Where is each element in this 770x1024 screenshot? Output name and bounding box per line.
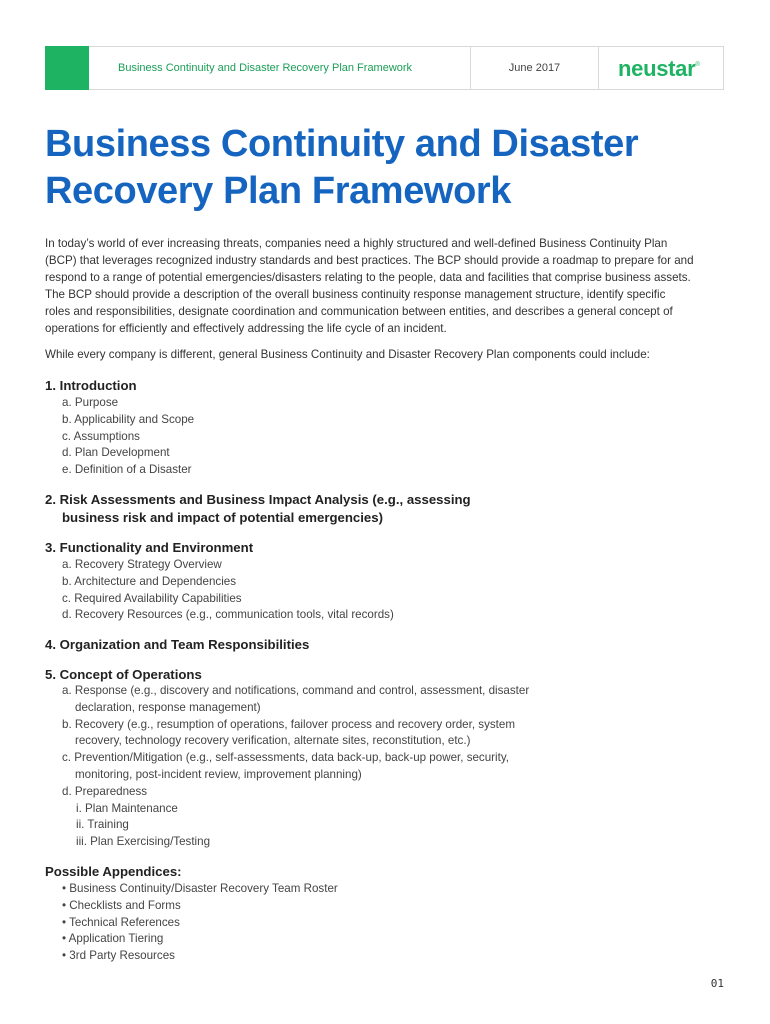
list-item: d. Plan Development bbox=[62, 446, 170, 460]
registered-mark: ® bbox=[695, 62, 700, 68]
section-functionality-list bbox=[62, 557, 662, 624]
header-divider bbox=[598, 47, 599, 89]
section-organization-heading: 4. Organization and Team Responsibilities bbox=[45, 637, 310, 652]
header-title: Business Continuity and Disaster Recovery Plan Framework bbox=[118, 62, 413, 74]
list-item: c. Prevention/Mitigation (e.g., self-assessments, data back-up, back-up power, security, bbox=[62, 751, 509, 765]
intro-paragraph bbox=[45, 235, 735, 337]
section-introduction-heading: 1. Introduction bbox=[45, 378, 137, 393]
list-item: d. Recovery Resources (e.g., communication tools, vital records) bbox=[62, 608, 394, 622]
intro-line: roles and responsibilities, designate coordination and communication between entities, and describes a general concept of bbox=[45, 305, 673, 318]
lead-paragraph: While every company is different, general Business Continuity and Disaster Recovery Plan components could include: bbox=[45, 348, 650, 361]
page-title bbox=[45, 121, 735, 215]
section-operations-heading: 5. Concept of Operations bbox=[45, 667, 202, 682]
heading-line: business risk and impact of potential emergencies) bbox=[62, 510, 383, 525]
section-risk-assessment-heading bbox=[45, 491, 645, 527]
section-operations-list bbox=[62, 683, 662, 851]
list-item: b. Applicability and Scope bbox=[62, 412, 195, 426]
list-item-continuation: monitoring, post-incident review, improvement planning) bbox=[75, 767, 362, 781]
intro-line: operations for efficiently and effectively addressing the life cycle of an incident. bbox=[45, 322, 447, 335]
list-item: • Application Tiering bbox=[62, 932, 164, 946]
list-item-continuation: recovery, technology recovery verification, alternate sites, reconstitution, etc.) bbox=[75, 734, 471, 748]
list-item: a. Purpose bbox=[62, 396, 119, 409]
section-functionality-heading: 3. Functionality and Environment bbox=[45, 540, 254, 555]
list-item: b. Recovery (e.g., resumption of operations, failover process and recovery order, system bbox=[62, 717, 516, 731]
list-item: • Technical References bbox=[62, 915, 180, 929]
list-item: e. Definition of a Disaster bbox=[62, 463, 192, 477]
neustar-logo bbox=[618, 47, 700, 89]
section-introduction-list bbox=[62, 395, 662, 479]
intro-line: The BCP should provide a description of the overall business continuity response management structure, identify specific bbox=[45, 288, 666, 301]
intro-line: In today’s world of ever increasing threats, companies need a highly structured and well-defined Business Continuity Plan bbox=[45, 237, 668, 250]
list-item: b. Architecture and Dependencies bbox=[62, 574, 237, 588]
heading-line: 2. Risk Assessments and Business Impact Analysis (e.g., assessing bbox=[45, 492, 471, 507]
list-item: • 3rd Party Resources bbox=[62, 949, 175, 963]
intro-line: respond to a range of potential emergencies/disasters relating to the people, data and facilities that comprise business assets. bbox=[45, 271, 691, 284]
document-header bbox=[45, 46, 724, 90]
appendices-list bbox=[62, 881, 662, 965]
appendices-heading: Possible Appendices: bbox=[45, 864, 182, 879]
logo-text: neustar bbox=[618, 56, 696, 81]
list-item-continuation: declaration, response management) bbox=[75, 700, 261, 714]
list-item: c. Required Availability Capabilities bbox=[62, 591, 242, 605]
list-item: • Checklists and Forms bbox=[62, 898, 181, 912]
sub-list-item: iii. Plan Exercising/Testing bbox=[76, 835, 211, 849]
list-item: a. Response (e.g., discovery and notifications, command and control, assessment, disaster bbox=[62, 684, 530, 697]
list-item: • Business Continuity/Disaster Recovery Team Roster bbox=[62, 882, 338, 895]
intro-line: (BCP) that leverages recognized industry standards and best practices. The BCP should provide a roadmap to prepare for and bbox=[45, 254, 694, 267]
list-item: c. Assumptions bbox=[62, 429, 140, 443]
header-date: June 2017 bbox=[508, 62, 561, 74]
list-item: a. Recovery Strategy Overview bbox=[62, 558, 222, 571]
sub-list-item: ii. Training bbox=[76, 818, 129, 832]
list-item: d. Preparedness bbox=[62, 784, 148, 798]
page-title-line: Recovery Plan Framework bbox=[45, 170, 512, 212]
page-title-line: Business Continuity and Disaster bbox=[45, 123, 639, 165]
sub-list-item: i. Plan Maintenance bbox=[76, 801, 178, 815]
brand-color-block bbox=[45, 46, 89, 90]
page-number: 01 bbox=[710, 977, 724, 990]
